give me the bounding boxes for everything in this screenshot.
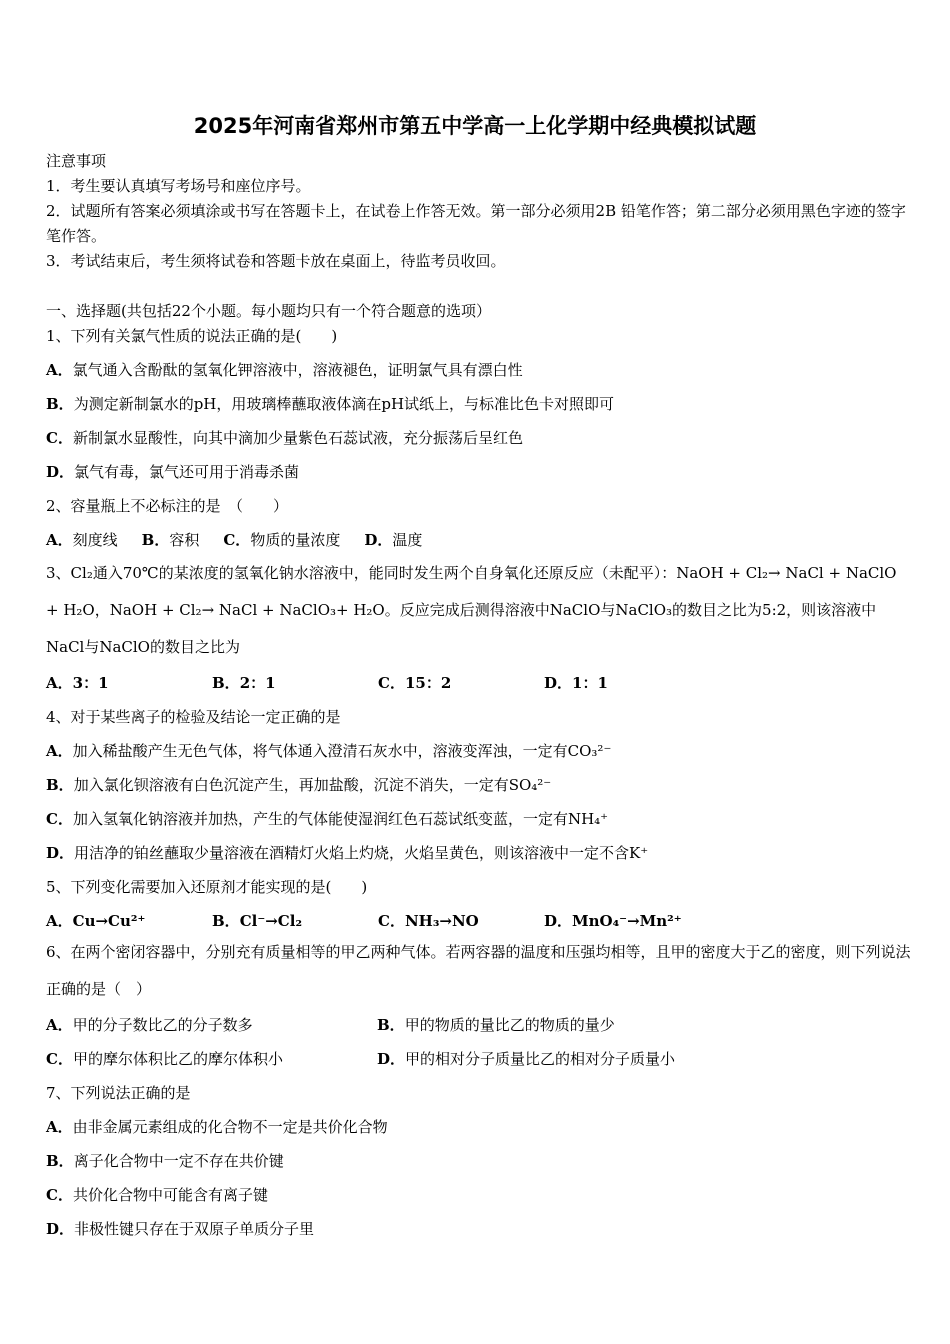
option-label: B． <box>212 912 240 930</box>
option-label: A． <box>46 912 73 930</box>
option-label: C． <box>46 429 73 447</box>
question-7-option-c <box>46 1178 912 1212</box>
question-5-option-b <box>212 904 378 938</box>
document-title: 2025年河南省郑州市第五中学高一上化学期中经典模拟试题 <box>193 114 757 138</box>
option-text: 温度 <box>392 531 423 549</box>
option-text: 1：1 <box>572 674 608 692</box>
option-text: 加入稀盐酸产生无色气体，将气体通入澄清石灰水中，溶液变浑浊，一定有CO₃²⁻ <box>72 742 612 760</box>
question-2-option-c <box>223 523 340 557</box>
option-label: A． <box>46 531 73 549</box>
notice-item-2: 2．试题所有答案必须填涂或书写在答题卡上，在试卷上作答无效。第一部分必须用2B 铅笔作答；第二部分必须用黑色字迹的签字笔作答。 <box>46 202 906 245</box>
question-stem: 1、下列有关氯气性质的说法正确的是( ) <box>46 327 338 345</box>
option-text: Cl⁻→Cl₂ <box>239 912 303 930</box>
option-label: B． <box>46 1152 74 1170</box>
question-5-options-row <box>46 904 912 938</box>
option-label: A． <box>46 742 73 760</box>
option-text: 非极性键只存在于双原子单质分子里 <box>74 1220 315 1238</box>
option-text: NH₃→NO <box>404 912 479 930</box>
option-label: A． <box>46 674 73 692</box>
option-text: 用洁净的铂丝蘸取少量溶液在酒精灯火焰上灼烧，火焰呈黄色，则该溶液中一定不含K⁺ <box>74 844 649 862</box>
question-1-option-c <box>46 421 912 455</box>
question-6-option-c <box>46 1042 377 1076</box>
option-label: B． <box>141 531 170 549</box>
question-2-option-a <box>46 523 118 557</box>
option-label: A． <box>46 1016 73 1034</box>
question-1-option-d <box>46 455 912 489</box>
question-4 <box>46 700 912 870</box>
option-label: B． <box>46 776 74 794</box>
question-4-option-b <box>46 768 912 802</box>
question-6-options-row-2 <box>46 1042 912 1076</box>
question-stem: 5、下列变化需要加入还原剂才能实现的是( ) <box>46 878 368 896</box>
option-text: 为测定新制氯水的pH，用玻璃棒蘸取液体滴在pH试纸上，与标准比色卡对照即可 <box>73 395 615 413</box>
option-label: B． <box>212 674 240 692</box>
option-text: 刻度线 <box>72 531 118 549</box>
question-7 <box>46 1076 912 1246</box>
question-1-option-b <box>46 387 912 421</box>
question-1-option-a <box>46 353 912 387</box>
option-text: 甲的物质的量比乙的物质的量少 <box>404 1016 615 1034</box>
question-stem: 4、对于某些离子的检验及结论一定正确的是 <box>46 708 341 726</box>
notice-item-1: 1．考生要认真填写考场号和座位序号。 <box>46 177 311 195</box>
option-text: Cu→Cu²⁺ <box>72 912 146 930</box>
question-6 <box>46 934 912 1076</box>
option-text: 氯气有毒，氯气还可用于消毒杀菌 <box>74 463 300 481</box>
option-label: C． <box>46 810 73 828</box>
option-label: B． <box>377 1016 405 1034</box>
notice-item-3: 3．考试结束后，考生须将试卷和答题卡放在桌面上，待监考员收回。 <box>46 252 506 270</box>
option-label: D． <box>377 1050 406 1068</box>
question-2-options-row <box>46 523 912 557</box>
question-7-option-a <box>46 1110 912 1144</box>
question-list <box>46 319 912 1246</box>
question-6-option-b <box>377 1008 708 1042</box>
option-label: C． <box>378 912 405 930</box>
option-text: 甲的分子数比乙的分子数多 <box>72 1016 253 1034</box>
option-text: MnO₄⁻→Mn²⁺ <box>572 912 682 930</box>
question-7-option-b <box>46 1144 912 1178</box>
option-text: 加入氯化钡溶液有白色沉淀产生，再加盐酸，沉淀不消失，一定有SO₄²⁻ <box>73 776 552 794</box>
option-label: C． <box>223 531 251 549</box>
question-2 <box>46 489 912 557</box>
option-label: D． <box>544 674 573 692</box>
option-label: C． <box>378 674 405 692</box>
question-stem: 7、下列说法正确的是 <box>46 1084 191 1102</box>
option-text: 加入氢氧化钠溶液并加热，产生的气体能使湿润红色石蕊试纸变蓝，一定有NH₄⁺ <box>72 810 609 828</box>
question-5-option-c <box>378 904 544 938</box>
notice-heading: 注意事项 <box>46 152 107 170</box>
question-4-option-d <box>46 836 912 870</box>
question-stem: 2、容量瓶上不必标注的是 （ ） <box>46 497 289 515</box>
option-text: 甲的相对分子质量比乙的相对分子质量小 <box>405 1050 676 1068</box>
question-3-option-b <box>212 666 378 700</box>
question-7-option-d <box>46 1212 912 1246</box>
option-label: B． <box>46 395 74 413</box>
question-stem: 6、在两个密闭容器中，分别充有质量相等的甲乙两种气体。若两容器的温度和压强均相等，且甲的密度大于乙的密度，则下列说法正确的是（ ） <box>46 943 911 998</box>
question-4-option-a <box>46 734 912 768</box>
option-text: 氯气通入含酚酞的氢氧化钾溶液中，溶液褪色，证明氯气具有漂白性 <box>72 361 523 379</box>
option-label: D． <box>364 531 393 549</box>
question-6-option-a <box>46 1008 377 1042</box>
question-5 <box>46 870 912 938</box>
question-2-option-b <box>142 523 200 557</box>
question-stem: 3、Cl₂通入70℃的某浓度的氢氧化钠水溶液中，能同时发生两个自身氧化还原反应（未配平）：NaOH + Cl₂→ NaCl + NaClO + H₂O，NaOH + Cl₂→ NaCl + NaClO₃+ H₂O。反应完成后测得溶液中NaClO与NaClO₃的数目之比为5:2，则该溶液中NaCl与NaClO的数目之比为 <box>46 564 897 656</box>
option-label: D． <box>46 1220 75 1238</box>
question-3-options-row <box>46 666 912 700</box>
option-text: 物质的量浓度 <box>250 531 341 549</box>
option-label: A． <box>46 1118 73 1136</box>
option-text: 3：1 <box>72 674 109 692</box>
option-text: 由非金属元素组成的化合物不一定是共价化合物 <box>72 1118 388 1136</box>
option-label: C． <box>46 1186 73 1204</box>
question-3 <box>46 555 912 700</box>
question-3-option-c <box>378 666 544 700</box>
question-2-option-d <box>364 523 422 557</box>
section-heading: 一、选择题(共包括22个小题。每小题均只有一个符合题意的选项） <box>46 302 491 320</box>
option-label: A． <box>46 361 73 379</box>
option-text: 15：2 <box>404 674 452 692</box>
option-text: 2：1 <box>239 674 276 692</box>
question-3-option-d <box>544 666 710 700</box>
question-6-options-row-1 <box>46 1008 912 1042</box>
option-text: 离子化合物中一定不存在共价键 <box>73 1152 284 1170</box>
option-text: 新制氯水显酸性，向其中滴加少量紫色石蕊试液，充分振荡后呈红色 <box>72 429 523 447</box>
question-4-option-c <box>46 802 912 836</box>
question-6-option-d <box>377 1042 708 1076</box>
option-text: 容积 <box>169 531 200 549</box>
question-5-option-d <box>544 904 710 938</box>
option-text: 共价化合物中可能含有离子键 <box>72 1186 268 1204</box>
question-1 <box>46 319 912 489</box>
question-5-option-a <box>46 904 212 938</box>
question-3-option-a <box>46 666 212 700</box>
option-text: 甲的摩尔体积比乙的摩尔体积小 <box>72 1050 283 1068</box>
option-label: D． <box>46 463 75 481</box>
notice-block <box>46 151 908 274</box>
option-label: D． <box>46 844 75 862</box>
option-label: D． <box>544 912 573 930</box>
option-label: C． <box>46 1050 73 1068</box>
